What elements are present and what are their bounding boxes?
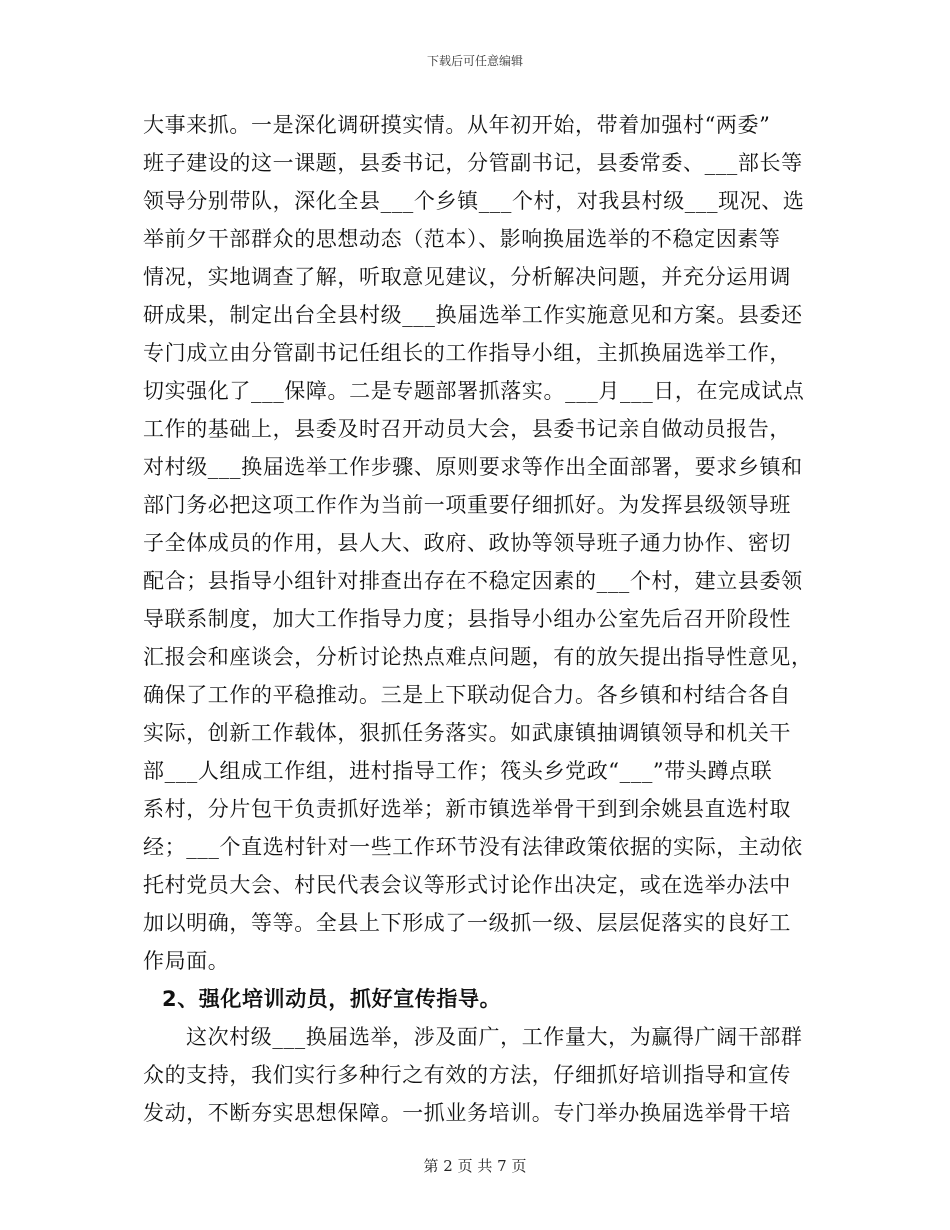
paragraph-line: 专门成立由分管副书记任组长的工作指导小组，主抓换届选举工作， — [143, 341, 791, 365]
section-heading: 2、强化培训动员，抓好宣传指导。 — [162, 987, 502, 1011]
paragraph-line: 发动，不断夯实思想保障。一抓业务培训。专门举办换届选举骨干培 — [143, 1101, 791, 1125]
paragraph-line: 部门务必把这项工作作为当前一项重要仔细抓好。为发挥县级领导班 — [143, 493, 791, 517]
paragraph-line: 汇报会和座谈会，分析讨论热点难点问题，有的放矢提出指导性意见， — [143, 645, 813, 669]
paragraph-line: 切实强化了___保障。二是专题部署抓落实。___月___日，在完成试点 — [143, 379, 805, 403]
paragraph-line: 部___人组成工作组，进村指导工作；筏头乡党政“___”带头蹲点联 — [143, 759, 773, 783]
paragraph-line: 作局面。 — [143, 949, 230, 973]
paragraph-line: 工作的基础上，县委及时召开动员大会，县委书记亲自做动员报告， — [143, 417, 791, 441]
paragraph-line: 这次村级___换届选举，涉及面广，工作量大，为赢得广阔干部群 — [186, 1025, 803, 1049]
paragraph-line: 班子建设的这一课题，县委书记，分管副书记，县委常委、___部长等 — [143, 151, 803, 175]
paragraph-line: 众的支持，我们实行多种行之有效的方法，仔细抓好培训指导和宣传 — [143, 1063, 791, 1087]
paragraph-line: 加以明确，等等。全县上下形成了一级抓一级、层层促落实的良好工 — [143, 911, 791, 935]
paragraph-line: 系村，分片包干负责抓好选举；新市镇选举骨干到到余姚县直选村取 — [143, 797, 791, 821]
paragraph-line: 确保了工作的平稳推动。三是上下联动促合力。各乡镇和村结合各自 — [143, 683, 791, 707]
paragraph-line: 情况，实地调查了解，听取意见建议，分析解决问题，并充分运用调 — [143, 265, 791, 289]
paragraph-line: 举前夕干部群众的思想动态（范本）、影响换届选举的不稳定因素等 — [143, 227, 781, 251]
page-number-footer: 第 2 页 共 7 页 — [423, 1157, 527, 1175]
paragraph-line: 配合；县指导小组针对排查出存在不稳定因素的___个村，建立县委领 — [143, 569, 803, 593]
page-header-note: 下载后可任意编辑 — [426, 54, 523, 68]
paragraph-line: 子全体成员的作用，县人大、政府、政协等领导班子通力协作、密切 — [143, 531, 791, 555]
paragraph-line: 对村级___换届选举工作步骤、原则要求等作出全面部署，要求乡镇和 — [143, 455, 803, 479]
paragraph-line: 经；___个直选村针对一些工作环节没有法律政策依据的实际，主动依 — [143, 835, 803, 859]
paragraph-line: 托村党员大会、村民代表会议等形式讨论作出决定，或在选举办法中 — [143, 873, 791, 897]
paragraph-line: 导联系制度，加大工作指导力度；县指导小组办公室先后召开阶段性 — [143, 607, 791, 631]
paragraph-line: 实际，创新工作载体，狠抓任务落实。如武康镇抽调镇领导和机关干 — [143, 721, 791, 745]
paragraph-line: 领导分别带队，深化全县___个乡镇___个村，对我县村级___现况、选 — [143, 189, 805, 213]
paragraph-line: 大事来抓。一是深化调研摸实情。从年初开始，带着加强村“两委” — [143, 113, 771, 137]
paragraph-line: 研成果，制定出台全县村级___换届选举工作实施意见和方案。县委还 — [143, 303, 803, 327]
